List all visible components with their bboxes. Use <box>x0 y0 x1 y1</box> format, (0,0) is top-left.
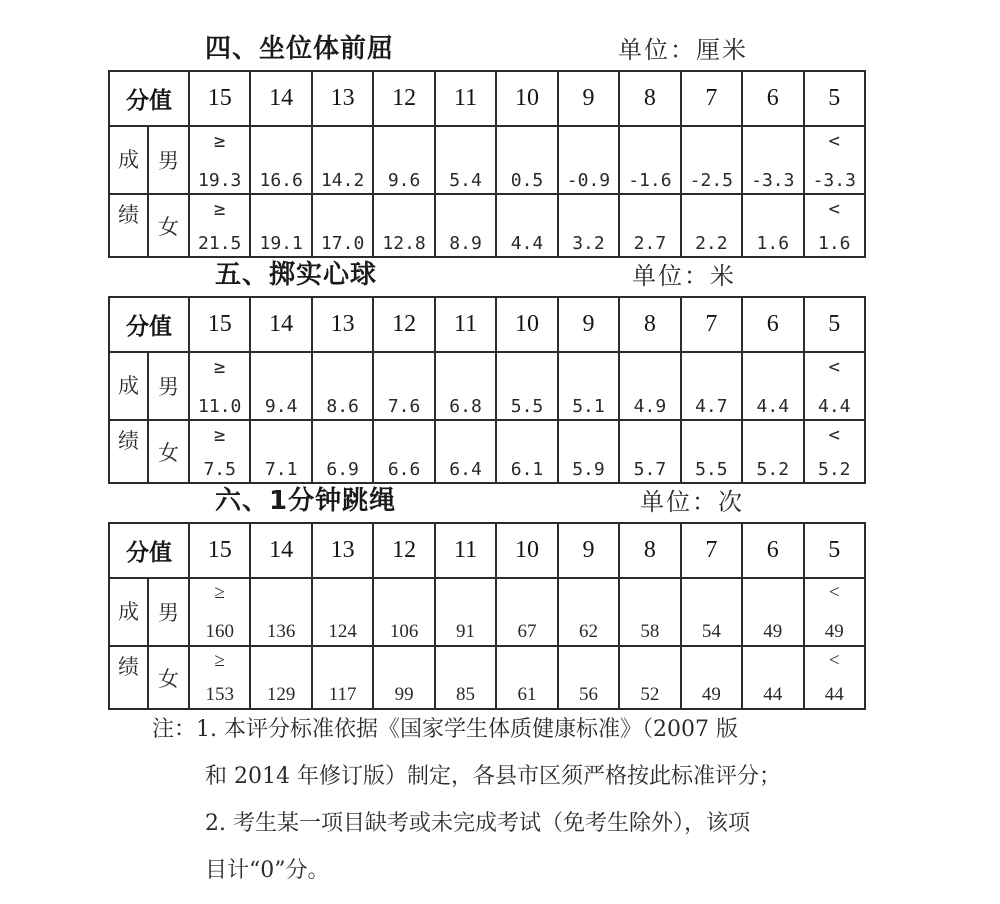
ge-symbol: ≥ <box>214 650 225 671</box>
value-text: 62 <box>578 621 598 642</box>
value-cell <box>619 420 680 483</box>
value-text: 106 <box>389 621 419 642</box>
score-table <box>108 296 866 484</box>
value-cell <box>804 126 865 194</box>
section-title: 六、1分钟跳绳 <box>215 486 397 516</box>
value-text: -1.6 <box>628 170 672 191</box>
value-text: 6.9 <box>326 459 359 480</box>
value-cell <box>619 578 680 646</box>
value-cell <box>558 578 619 646</box>
value-text: -2.5 <box>689 170 734 191</box>
female-row <box>109 420 865 483</box>
value-text: 3.2 <box>572 233 605 254</box>
value-cell <box>496 352 557 420</box>
value-text: -3.3 <box>812 170 856 191</box>
male-row <box>109 126 865 194</box>
value-text: 2.7 <box>633 233 667 254</box>
value-cell <box>189 194 250 257</box>
value-text: 4.9 <box>633 396 667 417</box>
sex-label-female: 女 <box>148 194 189 257</box>
value-text: 49 <box>824 621 844 642</box>
note-line: 注：1. 本评分标准依据《国家学生体质健康标准》（2007 版 <box>152 717 738 742</box>
value-cell <box>373 578 434 646</box>
value-text: 56 <box>578 684 598 705</box>
value-cell <box>804 352 865 420</box>
value-cell <box>558 126 619 194</box>
value-cell <box>435 352 496 420</box>
value-cell <box>250 578 311 646</box>
value-cell <box>558 194 619 257</box>
value-cell <box>681 420 742 483</box>
score-value: 9 <box>558 523 619 578</box>
score-value: 5 <box>804 523 865 578</box>
female-row <box>109 646 865 709</box>
value-text: 7.6 <box>387 396 421 417</box>
score-table <box>108 522 866 710</box>
value-text: -3.3 <box>751 170 795 191</box>
value-text: 136 <box>266 621 296 642</box>
score-value: 13 <box>312 297 373 352</box>
value-text: 129 <box>266 684 296 705</box>
value-text: 8.9 <box>449 233 482 254</box>
note-line: 2. 考生某一项目缺考或未完成考试（免考生除外），该项 <box>205 811 750 836</box>
value-cell <box>681 352 742 420</box>
value-text: 117 <box>328 684 357 705</box>
score-value: 9 <box>558 297 619 352</box>
value-cell <box>804 420 865 483</box>
value-cell <box>558 420 619 483</box>
value-cell <box>435 194 496 257</box>
value-text: 49 <box>701 684 721 705</box>
value-text: 61 <box>517 684 537 705</box>
value-cell <box>373 646 434 709</box>
value-text: 44 <box>763 684 783 705</box>
value-text: 4.4 <box>510 233 544 254</box>
score-value: 10 <box>496 71 557 126</box>
value-cell <box>250 352 311 420</box>
group-label-bottom: 绩 <box>109 646 148 709</box>
score-header-label: 分值 <box>109 297 189 352</box>
value-cell <box>312 126 373 194</box>
lt-symbol: < <box>828 130 840 152</box>
value-cell <box>312 420 373 483</box>
value-cell <box>619 126 680 194</box>
score-value: 13 <box>312 71 373 126</box>
sex-label-male: 男 <box>148 578 189 646</box>
score-value: 9 <box>558 71 619 126</box>
value-text: 1.6 <box>756 233 790 254</box>
section-title: 五、掷实心球 <box>215 260 378 290</box>
value-text: 4.4 <box>756 396 790 417</box>
value-text: 58 <box>640 621 660 642</box>
notes-block <box>152 706 872 894</box>
value-cell <box>804 194 865 257</box>
value-text: 17.0 <box>320 233 365 254</box>
group-label-top: 成 <box>109 578 148 646</box>
lt-symbol: < <box>828 582 840 603</box>
value-text: 4.4 <box>818 396 851 417</box>
sex-label-female: 女 <box>148 646 189 709</box>
value-cell <box>312 194 373 257</box>
value-text: 5.2 <box>818 459 851 480</box>
value-text: 5.2 <box>756 459 790 480</box>
score-header-label: 分值 <box>109 71 189 126</box>
male-row <box>109 578 865 646</box>
value-cell <box>435 578 496 646</box>
value-text: 6.4 <box>449 459 482 480</box>
group-label-top: 成 <box>109 126 148 194</box>
value-text: 85 <box>456 684 476 705</box>
score-value: 8 <box>619 71 680 126</box>
score-value: 14 <box>250 71 311 126</box>
header-row <box>109 71 865 126</box>
value-cell <box>435 646 496 709</box>
group-label-bottom: 绩 <box>109 420 148 483</box>
value-text: 8.6 <box>326 396 359 417</box>
header-row <box>109 523 865 578</box>
score-value: 6 <box>742 523 803 578</box>
score-value: 5 <box>804 71 865 126</box>
value-cell <box>250 126 311 194</box>
value-cell <box>804 578 865 646</box>
value-cell <box>742 352 803 420</box>
value-text: 7.5 <box>203 459 236 480</box>
value-cell <box>496 194 557 257</box>
lt-symbol: < <box>828 424 840 446</box>
value-cell <box>619 646 680 709</box>
value-text: 124 <box>328 621 357 642</box>
value-cell <box>619 352 680 420</box>
value-text: 6.1 <box>510 459 544 480</box>
value-cell <box>742 126 803 194</box>
score-header-label: 分值 <box>109 523 189 578</box>
value-cell <box>189 126 250 194</box>
score-value: 7 <box>681 71 742 126</box>
value-text: 4.7 <box>695 396 728 417</box>
value-cell <box>189 646 250 709</box>
score-value: 8 <box>619 523 680 578</box>
value-cell <box>742 194 803 257</box>
value-text: -0.9 <box>566 170 611 191</box>
value-text: 5.5 <box>510 396 544 417</box>
value-text: 1.6 <box>818 233 851 254</box>
note-line: 目计“0”分。 <box>205 858 330 883</box>
score-value: 15 <box>189 297 250 352</box>
value-text: 99 <box>394 684 414 705</box>
female-row <box>109 194 865 257</box>
value-cell <box>373 420 434 483</box>
score-table <box>108 70 866 258</box>
score-value: 14 <box>250 523 311 578</box>
value-text: 16.6 <box>259 170 303 191</box>
score-value: 10 <box>496 523 557 578</box>
value-text: 91 <box>456 621 476 642</box>
score-value: 13 <box>312 523 373 578</box>
value-text: 14.2 <box>320 170 365 191</box>
value-cell <box>681 578 742 646</box>
value-cell <box>250 420 311 483</box>
value-text: 7.1 <box>264 459 298 480</box>
value-cell <box>804 646 865 709</box>
unit-label: 单位：米 <box>632 262 736 290</box>
value-text: 52 <box>640 684 660 705</box>
value-text: 5.5 <box>695 459 728 480</box>
value-text: 54 <box>701 621 721 642</box>
value-cell <box>312 578 373 646</box>
value-text: 11.0 <box>198 396 242 417</box>
score-value: 15 <box>189 523 250 578</box>
score-value: 11 <box>435 523 496 578</box>
value-cell <box>681 646 742 709</box>
unit-label: 单位：次 <box>640 488 744 516</box>
score-value: 7 <box>681 523 742 578</box>
header-row <box>109 297 865 352</box>
value-cell <box>250 646 311 709</box>
value-cell <box>742 578 803 646</box>
ge-symbol: ≥ <box>214 198 226 220</box>
value-cell <box>496 126 557 194</box>
value-text: 19.3 <box>198 170 242 191</box>
value-cell <box>435 126 496 194</box>
score-value: 8 <box>619 297 680 352</box>
value-text: 2.2 <box>695 233 728 254</box>
score-value: 14 <box>250 297 311 352</box>
value-text: 6.6 <box>387 459 421 480</box>
value-text: 6.8 <box>449 396 482 417</box>
value-cell <box>435 420 496 483</box>
value-text: 12.8 <box>382 233 426 254</box>
value-cell <box>681 194 742 257</box>
value-cell <box>373 126 434 194</box>
value-text: 5.9 <box>572 459 605 480</box>
score-value: 15 <box>189 71 250 126</box>
value-cell <box>312 646 373 709</box>
score-value: 5 <box>804 297 865 352</box>
score-value: 12 <box>373 523 434 578</box>
lt-symbol: < <box>828 198 840 220</box>
ge-symbol: ≥ <box>214 356 226 378</box>
ge-symbol: ≥ <box>214 424 226 446</box>
value-text: 19.1 <box>259 233 303 254</box>
score-value: 12 <box>373 297 434 352</box>
value-cell <box>496 646 557 709</box>
value-cell <box>742 646 803 709</box>
score-value: 6 <box>742 297 803 352</box>
value-cell <box>373 352 434 420</box>
value-cell <box>558 646 619 709</box>
value-text: 160 <box>205 621 234 642</box>
value-cell <box>558 352 619 420</box>
value-cell <box>373 194 434 257</box>
section-title: 四、坐位体前屈 <box>205 34 395 64</box>
score-value: 7 <box>681 297 742 352</box>
sex-label-female: 女 <box>148 420 189 483</box>
lt-symbol: < <box>828 356 840 378</box>
value-text: 0.5 <box>510 170 544 191</box>
lt-symbol: < <box>828 650 840 671</box>
value-cell <box>496 420 557 483</box>
value-text: 153 <box>205 684 234 705</box>
value-cell <box>312 352 373 420</box>
unit-label: 单位：厘米 <box>618 36 748 64</box>
group-label-top: 成 <box>109 352 148 420</box>
value-text: 44 <box>824 684 844 705</box>
value-text: 5.1 <box>572 396 605 417</box>
value-cell <box>189 352 250 420</box>
value-text: 67 <box>517 621 537 642</box>
sex-label-male: 男 <box>148 352 189 420</box>
value-text: 21.5 <box>198 233 242 254</box>
value-cell <box>250 194 311 257</box>
value-cell <box>496 578 557 646</box>
value-cell <box>619 194 680 257</box>
value-cell <box>189 420 250 483</box>
value-text: 49 <box>763 621 783 642</box>
sex-label-male: 男 <box>148 126 189 194</box>
value-cell <box>681 126 742 194</box>
ge-symbol: ≥ <box>214 582 225 603</box>
note-line: 和 2014 年修订版）制定，各县市区须严格按此标准评分； <box>205 764 781 789</box>
value-text: 5.4 <box>449 170 482 191</box>
score-value: 11 <box>435 71 496 126</box>
value-cell <box>742 420 803 483</box>
group-label-bottom: 绩 <box>109 194 148 257</box>
value-text: 9.4 <box>264 396 298 417</box>
score-value: 11 <box>435 297 496 352</box>
score-value: 6 <box>742 71 803 126</box>
male-row <box>109 352 865 420</box>
value-text: 9.6 <box>387 170 421 191</box>
score-value: 12 <box>373 71 434 126</box>
ge-symbol: ≥ <box>214 130 226 152</box>
value-cell <box>189 578 250 646</box>
score-value: 10 <box>496 297 557 352</box>
value-text: 5.7 <box>633 459 667 480</box>
